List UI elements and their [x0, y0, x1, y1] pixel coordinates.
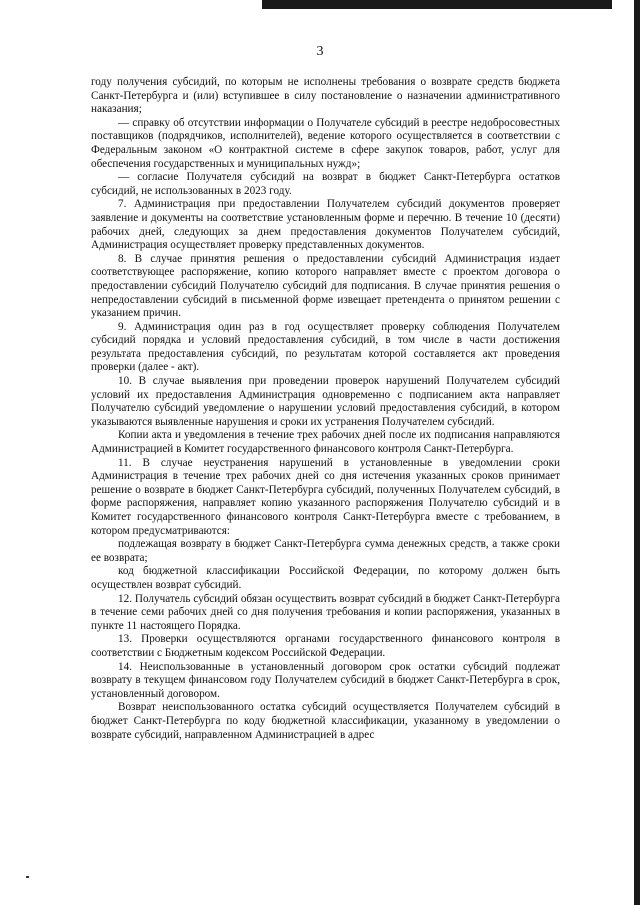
paragraph: — справку об отсутствии информации о Получателе субсидий в реестре недобросовестных поставщиков (подрядчиков, исполнителей), ведение которого осуществляется в соответствии с Федеральным законом «О контрактной системе в сфере закупок товаров, работ, услуг для обеспечения государственных и муниципальных нужд»; — [91, 116, 560, 170]
paragraph: 7. Администрация при предоставлении Получателем субсидий документов проверяет заявление и документы на соответствие установленным форме и перечню. В течение 10 (десяти) рабочих дней, следующих за днем предоставления документов Получателем субсидий, Администрация осуществляет проверку представленных документов. — [91, 198, 560, 252]
paragraph: 10. В случае выявления при проведении проверок нарушений Получателем субсидий условий их предоставления Администрация одновременно с подписанием акта направляет Получателю субсидий уведомление о нарушении условий предоставления субсидий, в котором указываются выявленные нарушения и сроки их устранения Получателем субсидий. — [91, 375, 560, 428]
paragraph: году получения субсидий, по которым не исполнены требования о возврате средств бюджета Санкт-Петербурга и (или) вступившее в силу постановление о назначении административного наказания; — [91, 76, 560, 116]
scan-speck — [26, 876, 29, 878]
paragraph: 8. В случае принятия решения о предоставлении субсидий Администрация издает соответствующее распоряжение, копию которого направляет вместе с проектом договора о предоставлении субсидий Получателю субсидий для подписания. В случае принятия решения о непредоставлении субсидий в письменной форме извещает претендента о принятом решении с указанием причин. — [91, 252, 560, 320]
scan-edge-right — [634, 0, 640, 905]
paragraph: подлежащая возврату в бюджет Санкт-Петербурга сумма денежных средств, а также сроки ее возврата; — [91, 538, 560, 564]
scan-edge-top — [262, 0, 612, 9]
paragraph: Возврат неиспользованного остатка субсидий осуществляется Получателем субсидий в бюджет Санкт-Петербурга по коду бюджетной классификации, указанному в уведомлении о возврате субсидий, направленном Администрацией в адрес — [91, 701, 560, 741]
page-number: 3 — [316, 44, 324, 59]
paragraph: 12. Получатель субсидий обязан осуществить возврат субсидий в бюджет Санкт-Петербурга в течение семи рабочих дней со дня получения требования и копии распоряжения, указанных в пункте 11 настоящего Порядка. — [91, 592, 560, 632]
paragraph: 13. Проверки осуществляются органами государственного финансового контроля в соответствии с Бюджетным кодексом Российской Федерации. — [91, 633, 560, 659]
paragraph: 14. Неиспользованные в установленный договором срок остатки субсидий подлежат возврату в текущем финансовом году Получателем субсидий в бюджет Санкт-Петербурга в срок, установленный договором. — [91, 660, 560, 700]
paragraph: 9. Администрация один раз в год осуществляет проверку соблюдения Получателем субсидий порядка и условий предоставления субсидий, в том числе в части достижения результата предоставления субсидий, по результатам которой составляется акт проведения проверки (далее - акт). — [91, 320, 560, 374]
paragraph: Копии акта и уведомления в течение трех рабочих дней после их подписания направляются Администрацией в Комитет государственного финансового контроля Санкт-Петербурга. — [91, 429, 560, 456]
document-body — [91, 76, 560, 742]
paragraph: — согласие Получателя субсидий на возврат в бюджет Санкт-Петербурга остатков субсидий, не использованных в 2023 году. — [91, 171, 560, 197]
paragraph: код бюджетной классификации Российской Федерации, по которому должен быть осуществлен возврат субсидий. — [91, 565, 560, 591]
paragraph: 11. В случае неустранения нарушений в установленные в уведомлении сроки Администрация в течение трех рабочих дней со дня истечения указанных сроков принимает решение о возврате в бюджет Санкт-Петербурга субсидий, полученных Получателем субсидий, в форме распоряжения, направляет копию указанного распоряжения Получателю субсидий и в Комитет государственного финансового контроля Санкт-Петербурга вместе с требованием, в котором предусматриваются: — [91, 456, 560, 537]
